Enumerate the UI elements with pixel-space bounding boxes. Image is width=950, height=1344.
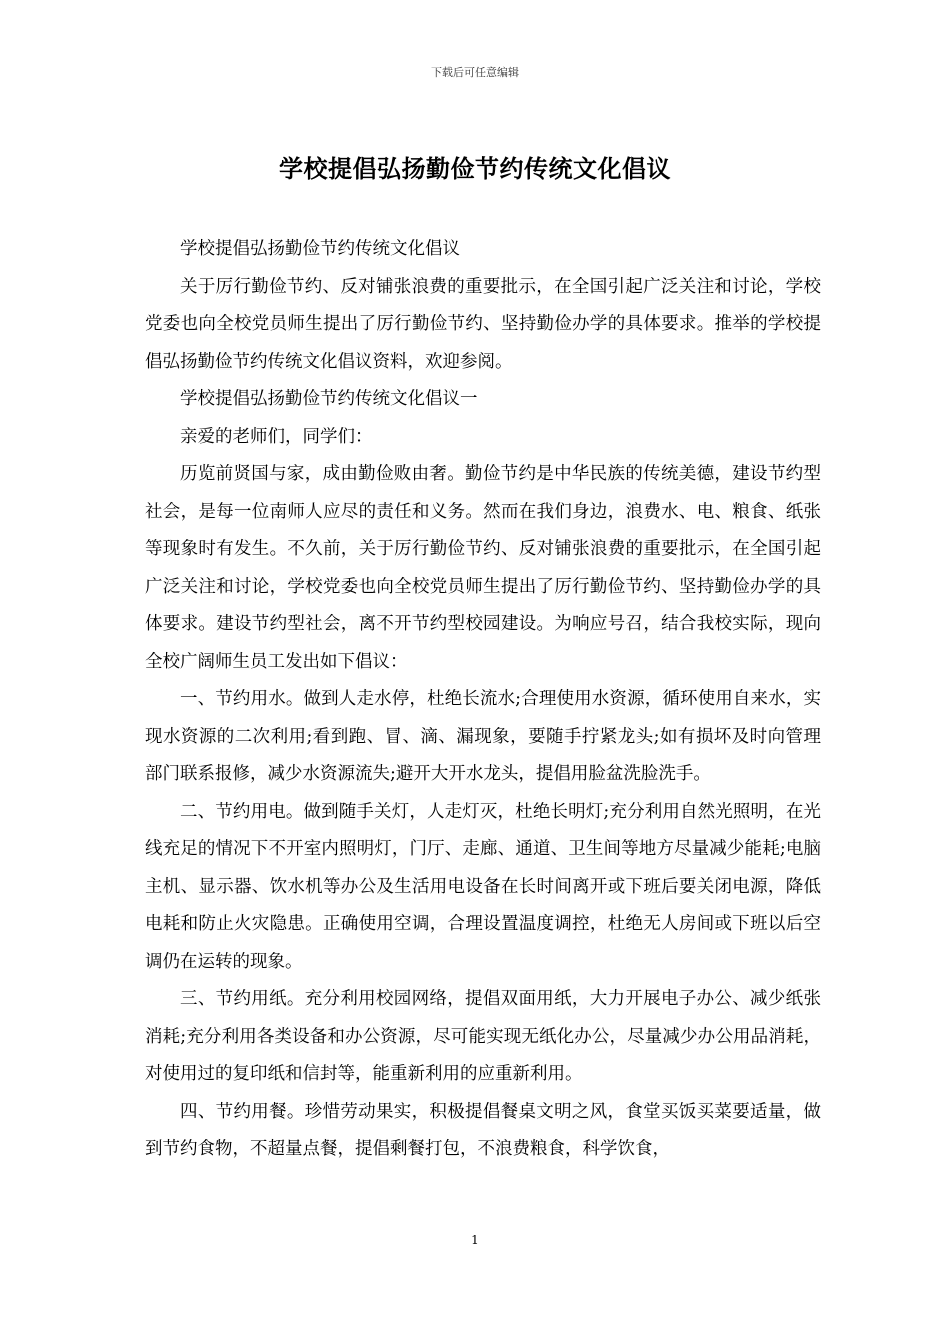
paragraph-save-electricity: 二、节约用电。做到随手关灯，人走灯灭，杜绝长明灯;充分利用自然光照明，在光线充足的情况下不开室内照明灯，门厅、走廊、通道、卫生间等地方尽量减少能耗;电脑主机、显示器、饮水机等办公及生活用电设备在长时间离开或下班后要关闭电源，降低电耗和防止火灾隐患。正确使用空调，合理设置温度调控，杜绝无人房间或下班以后空调仍在运转的现象。 — [145, 801, 821, 972]
paragraph-intro: 关于厉行勤俭节约、反对铺张浪费的重要批示，在全国引起广泛关注和讨论，学校党委也向全校党员师生提出了厉行勤俭节约、坚持勤俭办学的具体要求。推举的学校提倡弘扬勤俭节约传统文化倡议资料，欢迎参阅。 — [145, 276, 821, 372]
paragraph-save-paper: 三、节约用纸。充分利用校园网络，提倡双面用纸，大力开展电子办公、减少纸张消耗;充分利用各类设备和办公资源，尽可能实现无纸化办公，尽量减少办公用品消耗，对使用过的复印纸和信封等，能重新利用的应重新利用。 — [145, 989, 821, 1084]
paragraph-section-heading: 学校提倡弘扬勤俭节约传统文化倡议一 — [180, 389, 478, 409]
header-note: 下载后可任意编辑 — [431, 66, 519, 79]
paragraph-subtitle: 学校提倡弘扬勤俭节约传统文化倡议 — [180, 239, 460, 259]
paragraph-salutation: 亲爱的老师们，同学们： — [180, 426, 373, 447]
document-body — [145, 231, 821, 1169]
page-number: 1 — [471, 1233, 479, 1247]
paragraph-background: 历览前贤国与家，成由勤俭败由奢。勤俭节约是中华民族的传统美德，建设节约型社会，是每一位南师人应尽的责任和义务。然而在我们身边，浪费水、电、粮食、纸张等现象时有发生。不久前，关于厉行勤俭节约、反对铺张浪费的重要批示，在全国引起广泛关注和讨论，学校党委也向全校党员师生提出了厉行勤俭节约、坚持勤俭办学的具体要求。建设节约型社会，离不开节约型校园建设。为响应号召，结合我校实际，现向全校广阔师生员工发出如下倡议： — [145, 464, 821, 672]
document-title: 学校提倡弘扬勤俭节约传统文化倡议 — [279, 154, 671, 183]
paragraph-save-food: 四、节约用餐。珍惜劳动果实，积极提倡餐桌文明之风，食堂买饭买菜要适量，做到节约食物，不超量点餐，提倡剩餐打包，不浪费粮食，科学饮食， — [145, 1101, 821, 1159]
paragraph-save-water: 一、节约用水。做到人走水停，杜绝长流水;合理使用水资源，循环使用自来水，实现水资源的二次利用;看到跑、冒、滴、漏现象，要随手拧紧龙头;如有损坏及时向管理部门联系报修，减少水资源流失;避开大开水龙头，提倡用脸盆洗脸洗手。 — [145, 689, 821, 784]
